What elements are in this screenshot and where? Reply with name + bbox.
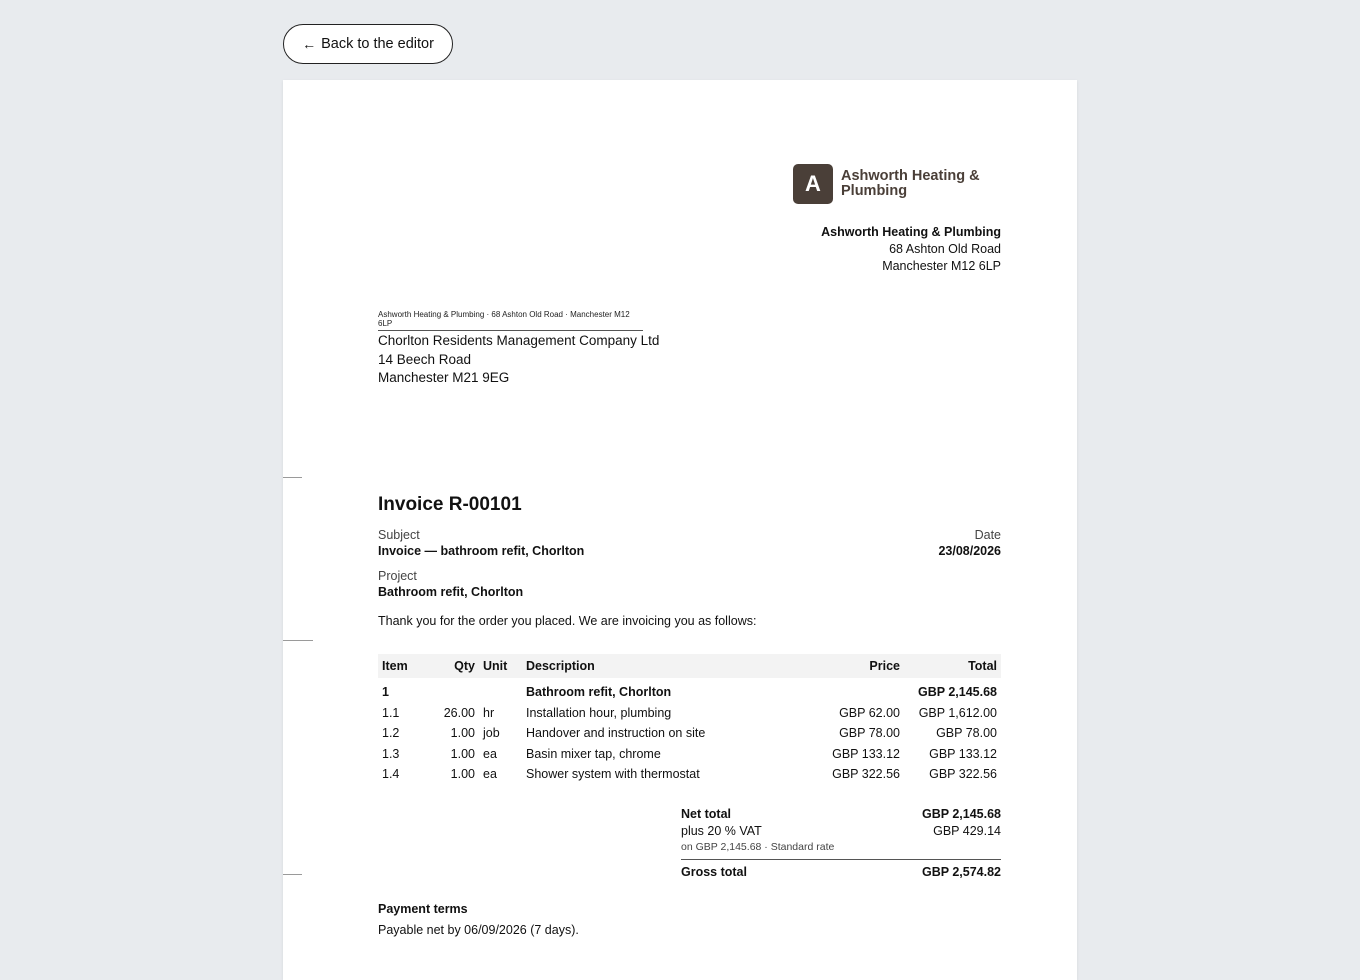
recipient-address: [378, 332, 659, 388]
table-row: [378, 764, 1001, 785]
intro-text: Thank you for the order you placed. We are invoicing you as follows:: [378, 614, 757, 628]
subject-value: Invoice — bathroom refit, Chorlton: [378, 544, 585, 558]
gross-total-row: [681, 864, 1001, 881]
subject-label: Subject: [378, 528, 420, 542]
cell-unit: job: [483, 726, 500, 741]
net-total-row: [681, 806, 1001, 823]
vat-note: on GBP 2,145.68 · Standard rate: [681, 841, 835, 853]
cell-description: Basin mixer tap, chrome: [526, 746, 661, 761]
header-price: Price: [808, 654, 904, 678]
table-row: [378, 723, 1001, 744]
header-description: Description: [522, 654, 808, 678]
cell-unit: ea: [483, 767, 497, 782]
cell-total: GBP 2,145.68: [918, 685, 997, 700]
gross-total-value: GBP 2,574.82: [922, 865, 1001, 879]
totals-block: [681, 806, 1001, 881]
cell-item: 1.4: [382, 767, 400, 782]
table-group-row: [378, 678, 1001, 703]
recipient-name: Chorlton Residents Management Company Ltd: [378, 333, 660, 348]
sender-street: 68 Ashton Old Road: [889, 242, 1001, 256]
line-items-table: [378, 654, 1001, 785]
date-value: 23/08/2026: [938, 544, 1001, 558]
cell-item: 1.3: [382, 746, 400, 761]
cell-unit: hr: [483, 705, 495, 720]
cell-description: Shower system with thermostat: [526, 767, 700, 782]
cell-qty: 1.00: [450, 767, 475, 782]
cell-total: GBP 133.12: [929, 746, 997, 761]
table-row: [378, 744, 1001, 765]
sender-name: Ashworth Heating & Plumbing: [821, 225, 1001, 239]
cell-item: 1.1: [382, 705, 400, 720]
header-qty: Qty: [420, 654, 479, 678]
cell-qty: 1.00: [450, 746, 475, 761]
invoice-document: [283, 80, 1077, 980]
company-logo: [793, 164, 991, 204]
totals-divider: [681, 859, 1001, 860]
header-item: Item: [378, 654, 420, 678]
cell-total: GBP 1,612.00: [918, 705, 997, 720]
date-block: [938, 528, 1001, 558]
table-header-row: [378, 654, 1001, 678]
arrow-left-icon: ←: [302, 36, 317, 52]
cell-price: GBP 78.00: [839, 726, 900, 741]
logo-mark-icon: A: [793, 164, 833, 204]
cell-total: GBP 78.00: [936, 726, 997, 741]
cell-description: Handover and instruction on site: [526, 726, 706, 741]
return-address: Ashworth Heating & Plumbing · 68 Ashton Old Road · Manchester M12 6LP: [378, 310, 643, 331]
project-label: Project: [378, 569, 417, 583]
project-value: Bathroom refit, Chorlton: [378, 585, 524, 599]
payment-terms-title: Payment terms: [378, 902, 468, 916]
cell-price: GBP 133.12: [832, 746, 900, 761]
fold-mark: [283, 874, 302, 875]
project-block: [378, 569, 523, 599]
cell-description: Bathroom refit, Chorlton: [526, 685, 672, 700]
subject-block: [378, 528, 584, 558]
net-total-label: Net total: [681, 807, 731, 821]
gross-total-label: Gross total: [681, 865, 747, 879]
header-unit: Unit: [479, 654, 522, 678]
sender-address: [821, 224, 1001, 275]
cell-description: Installation hour, plumbing: [526, 705, 672, 720]
invoice-title: Invoice R-00101: [378, 494, 522, 515]
cell-qty: 1.00: [450, 726, 475, 741]
vat-value: GBP 429.14: [933, 824, 1001, 838]
logo-name: Ashworth Heating & Plumbing: [841, 168, 980, 199]
payment-terms-text: Payable net by 06/09/2026 (7 days).: [378, 923, 579, 937]
cell-unit: ea: [483, 746, 497, 761]
back-to-editor-button[interactable]: [283, 24, 453, 64]
cell-total: GBP 322.56: [929, 767, 997, 782]
cell-price: GBP 322.56: [832, 767, 900, 782]
fold-mark: [283, 477, 302, 478]
sender-city: Manchester M12 6LP: [882, 259, 1001, 273]
punch-mark: [283, 640, 313, 641]
header-total: Total: [904, 654, 1001, 678]
back-button-label: Back to the editor: [321, 36, 434, 52]
vat-label: plus 20 % VAT: [681, 824, 762, 838]
cell-price: GBP 62.00: [839, 705, 900, 720]
cell-item: 1.2: [382, 726, 400, 741]
cell-qty: 26.00: [443, 705, 475, 720]
recipient-street: 14 Beech Road: [378, 351, 472, 367]
cell-item: 1: [382, 685, 389, 700]
vat-row: [681, 823, 1001, 840]
date-label: Date: [974, 528, 1001, 542]
table-row: [378, 703, 1001, 724]
recipient-city: Manchester M21 9EG: [378, 370, 510, 385]
net-total-value: GBP 2,145.68: [922, 807, 1001, 821]
